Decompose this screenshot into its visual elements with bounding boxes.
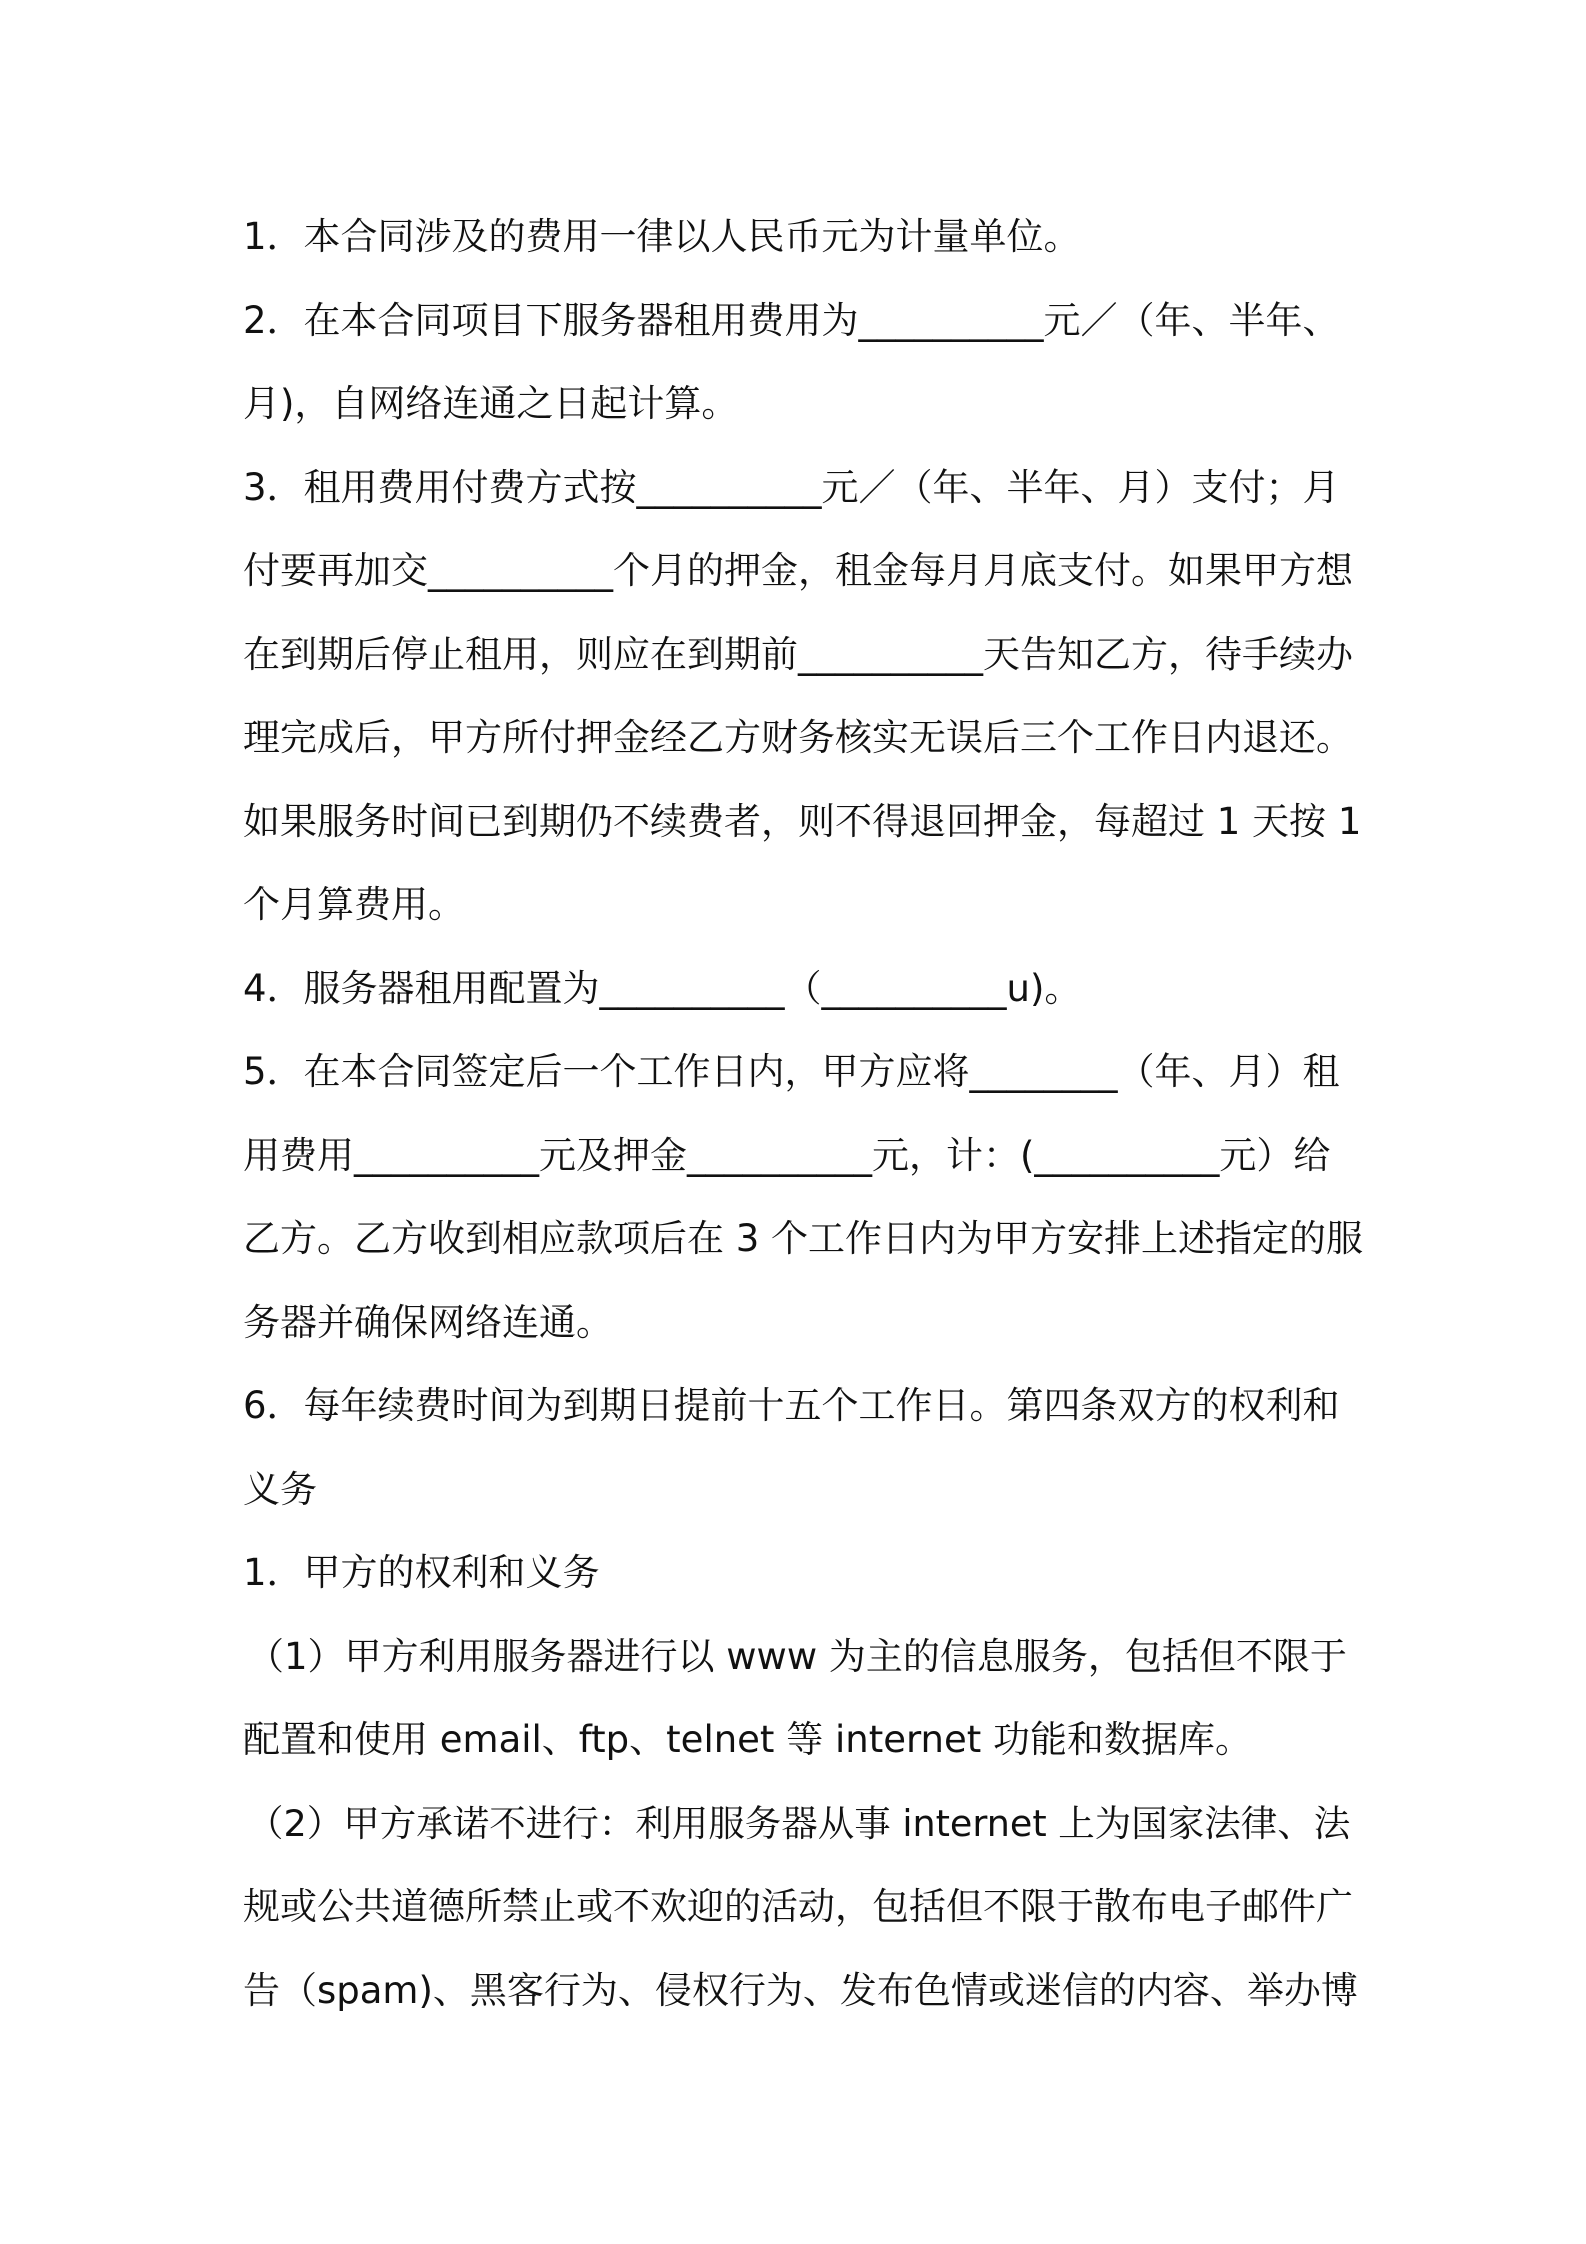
text-line: （2）甲方承诺不进行：利用服务器从事 internet 上为国家法律、法	[247, 1801, 1351, 1845]
text-line: 月)，自网络连通之日起计算。	[243, 382, 739, 425]
text-line: 在到期后停止租用，则应在到期前__________天告知乙方，待手续办	[243, 632, 1353, 676]
text-line: 1．甲方的权利和义务	[243, 1551, 600, 1594]
text-line: 如果服务时间已到期仍不续费者，则不得退回押金，每超过 1 天按 1	[243, 799, 1362, 843]
text-line: 6．每年续费时间为到期日提前十五个工作日。第四条双方的权利和	[243, 1384, 1340, 1427]
text-line: 义务	[243, 1467, 317, 1511]
text-line: （1）甲方利用服务器进行以 www 为主的信息服务，包括但不限于	[247, 1634, 1347, 1678]
text-line: 3．租用费用付费方式按__________元／（年、半年、月）支付；月	[243, 465, 1340, 509]
text-line: 配置和使用 email、ftp、telnet 等 internet 功能和数据库。	[243, 1718, 1253, 1761]
text-line: 4．服务器租用配置为__________（__________u)。	[243, 966, 1082, 1010]
text-line: 1．本合同涉及的费用一律以人民币元为计量单位。	[243, 215, 1081, 258]
document-body	[243, 195, 1363, 2032]
text-line: 理完成后，甲方所付押金经乙方财务核实无误后三个工作日内退还。	[243, 716, 1353, 759]
text-line: 2．在本合同项目下服务器租用费用为__________元／（年、半年、	[243, 298, 1340, 342]
text-line: 务器并确保网络连通。	[243, 1300, 613, 1344]
text-line: 规或公共道德所禁止或不欢迎的活动，包括但不限于散布电子邮件广	[243, 1885, 1353, 1928]
text-line: 乙方。乙方收到相应款项后在 3 个工作日内为甲方安排上述指定的服	[243, 1217, 1364, 1260]
text-line: 付要再加交__________个月的押金，租金每月月底支付。如果甲方想	[243, 549, 1353, 592]
text-line: 5．在本合同签定后一个工作日内，甲方应将________（年、月）租	[243, 1050, 1340, 1093]
text-line: 个月算费用。	[243, 883, 465, 926]
text-line: 用费用__________元及押金__________元，计：(__________元）给	[243, 1133, 1331, 1177]
text-line: 告（spam)、黑客行为、侵权行为、发布色情或迷信的内容、举办博	[243, 1968, 1358, 2012]
